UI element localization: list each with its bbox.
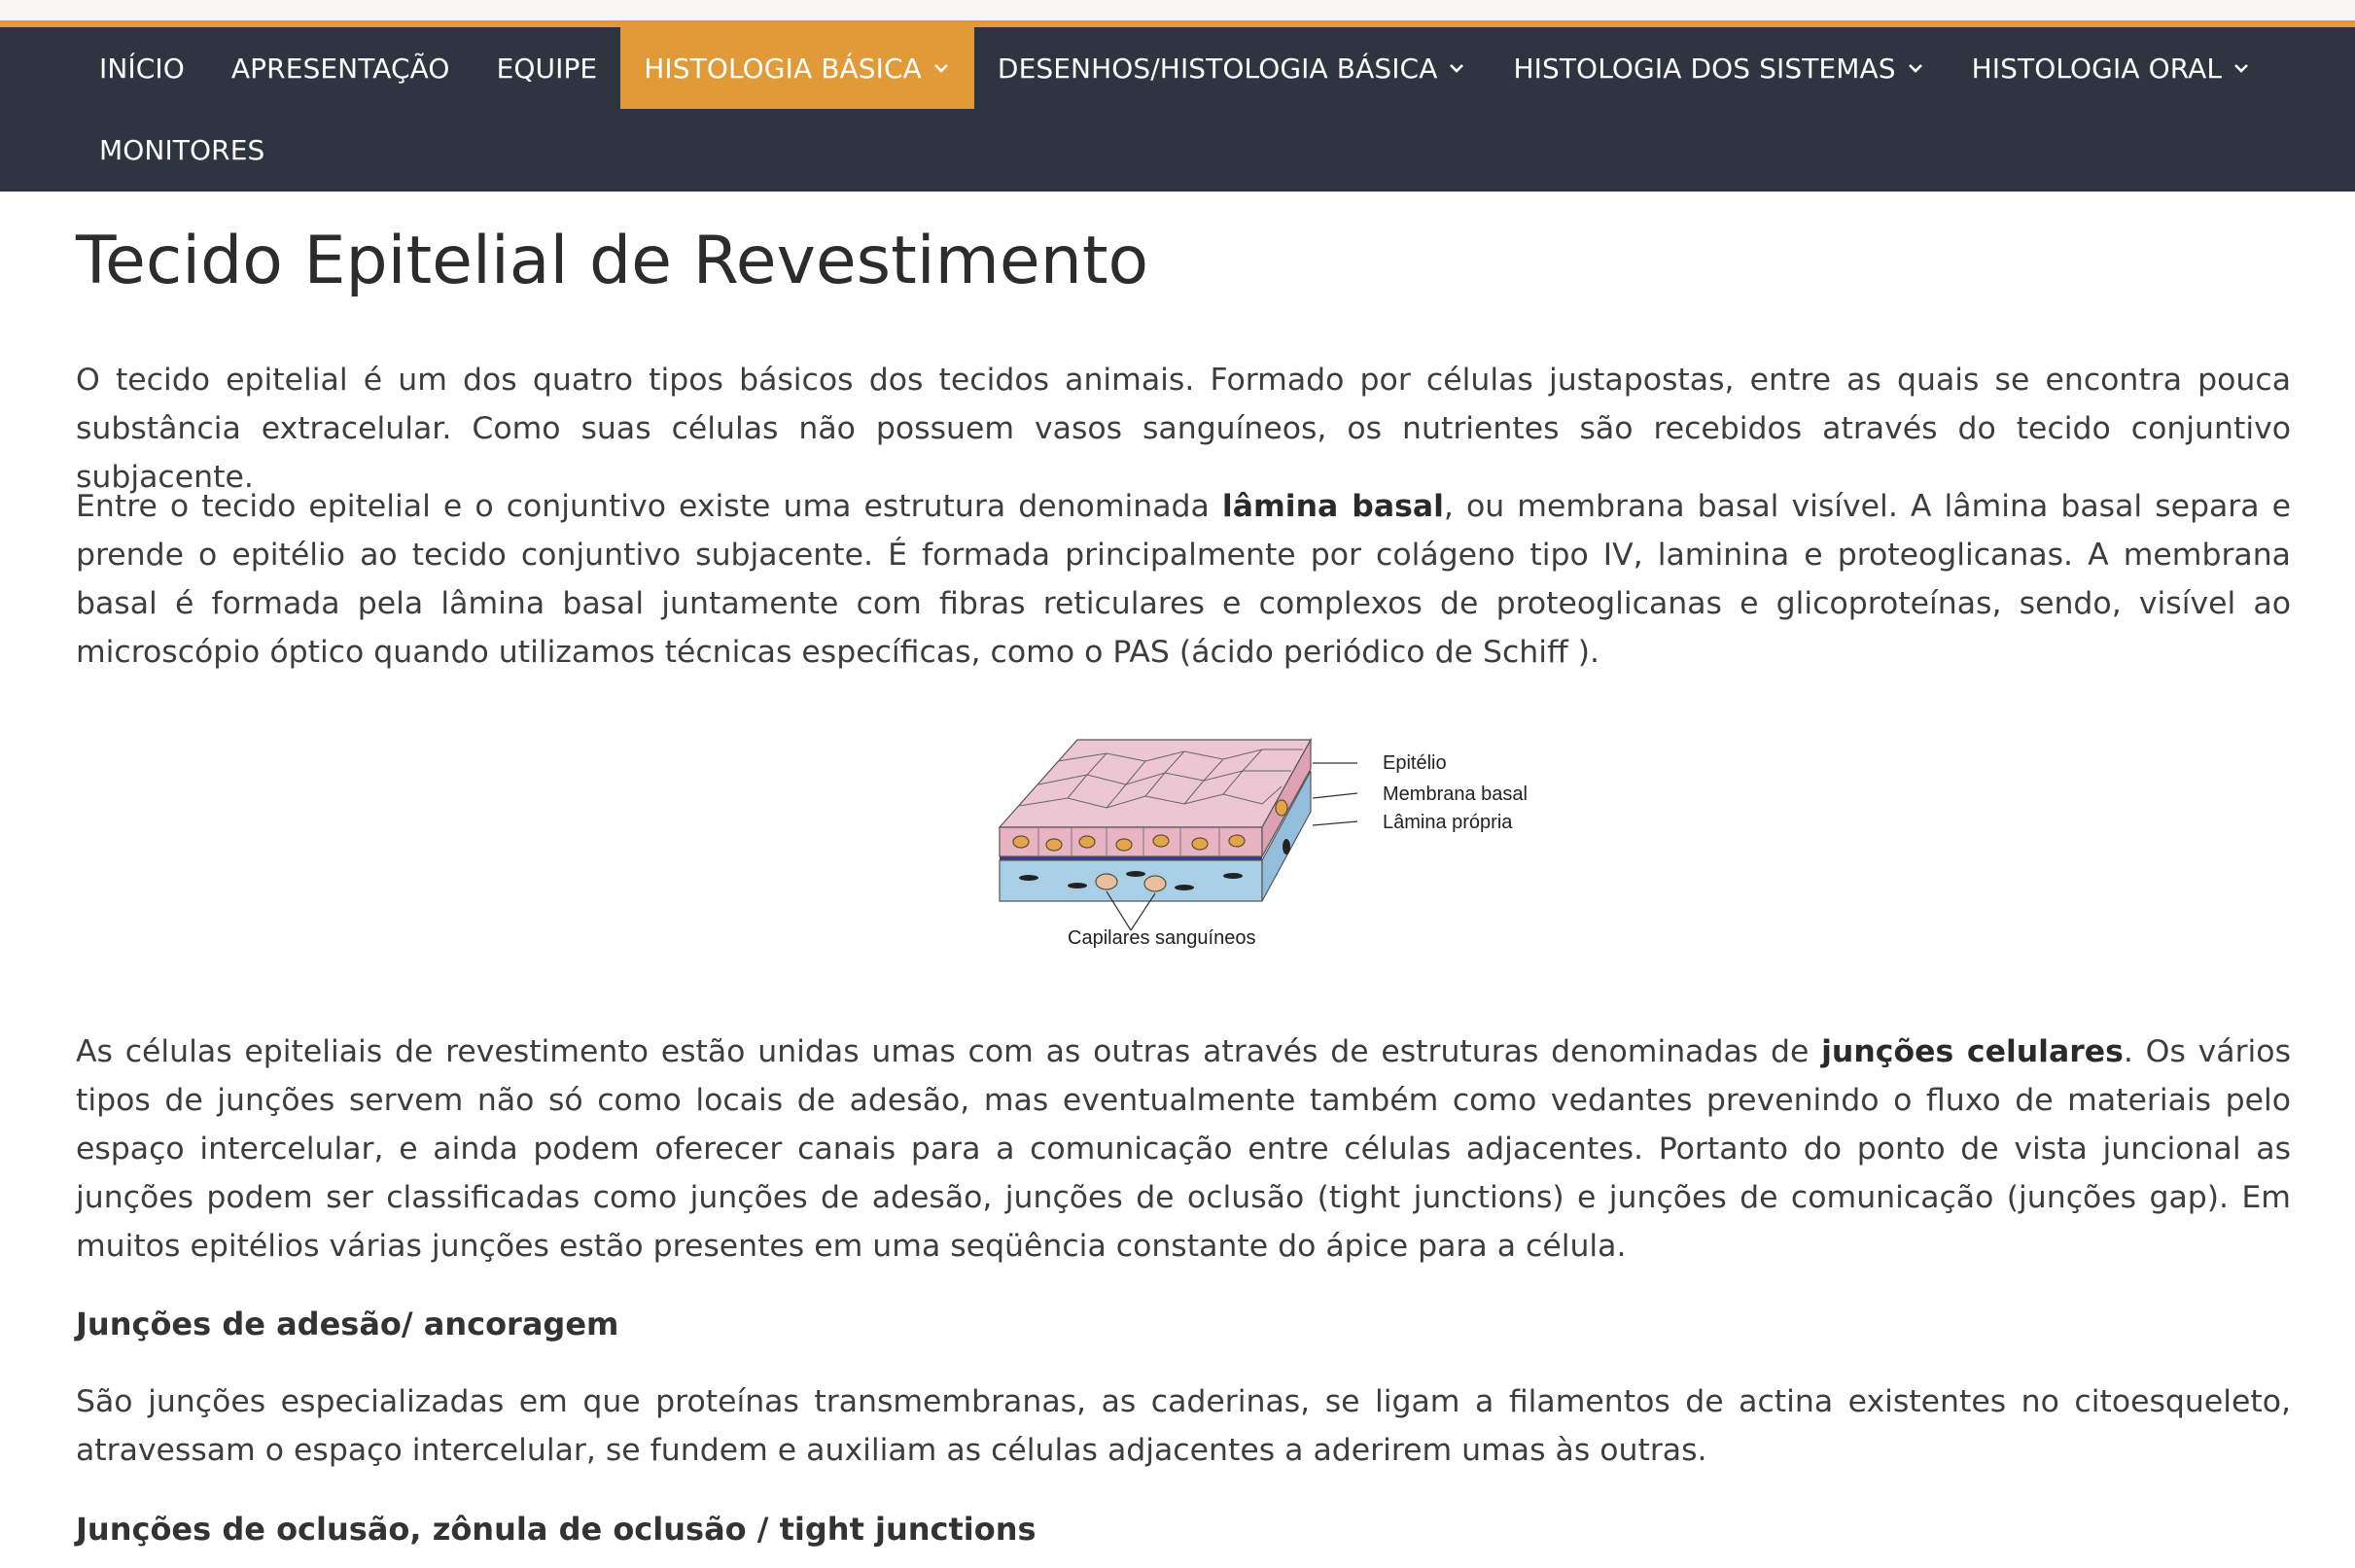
chevron-down-icon — [1906, 61, 1925, 75]
nav-label: EQUIPE — [496, 52, 598, 85]
nav-label: DESENHOS/HISTOLOGIA BÁSICA — [997, 52, 1438, 85]
nav-item-inicio[interactable] — [76, 27, 208, 109]
label-lamina-propria: Lâmina própria — [1383, 812, 1513, 833]
heading-juncoes-adesao: Junções de adesão/ ancoragem — [76, 1306, 619, 1342]
nav-item-desenhos-histologia-basica[interactable] — [974, 27, 1491, 109]
nav-item-apresentacao[interactable] — [208, 27, 474, 109]
paragraph-juncoes — [76, 1028, 2291, 1271]
label-capilares: Capilares sanguíneos — [1068, 927, 1256, 949]
chevron-down-icon — [1447, 61, 1466, 75]
paragraph-lamina-basal — [76, 482, 2291, 677]
bold-term: junções celulares — [1821, 1034, 2124, 1069]
page-title: Tecido Epitelial de Revestimento — [76, 223, 1149, 299]
chevron-down-icon — [2232, 61, 2251, 75]
nav-label: INÍCIO — [99, 52, 185, 85]
text: , ou membrana basal visível. A lâmina basal separa e prende o epitélio ao tecido conjuntivo subjacente. É formada principalmente por colágeno tipo IV, laminina e proteoglicanas. A membrana basal é formada pela lâmina basal juntamente com fibras reticulares e complexos de proteoglicanas e glicoproteínas, sendo, visível ao microscópio óptico quando utilizamos técnicas específicas, como o PAS (ácido periódico de Schiff ). — [76, 489, 2291, 670]
bold-term: lâmina basal — [1221, 489, 1444, 524]
heading-juncoes-oclusao: Junções de oclusão, zônula de oclusão / tight junctions — [76, 1511, 1037, 1548]
label-membrana-basal: Membrana basal — [1383, 784, 1528, 805]
nav-label: HISTOLOGIA ORAL — [1971, 52, 2223, 85]
nav-item-histologia-basica[interactable] — [620, 27, 974, 109]
main-navigation — [0, 27, 2355, 192]
nav-label: MONITORES — [99, 133, 265, 166]
accent-line — [0, 20, 2355, 27]
nav-row-1 — [76, 27, 2274, 109]
nav-item-equipe[interactable] — [474, 27, 621, 109]
epithelium-diagram — [961, 711, 1528, 965]
nav-item-monitores[interactable] — [76, 109, 288, 191]
nav-label: HISTOLOGIA DOS SISTEMAS — [1513, 52, 1896, 85]
nav-label: HISTOLOGIA BÁSICA — [644, 52, 922, 85]
text: As células epiteliais de revestimento estão unidas umas com as outras através de estruturas denominadas de — [76, 1034, 1822, 1069]
nav-item-histologia-oral[interactable] — [1949, 27, 2275, 109]
text: . Os vários tipos de junções servem não só como locais de adesão, mas eventualmente também como vedantes prevenindo o fluxo de materiais pelo espaço intercelular, e ainda podem oferecer canais para a comunicação entre células adjacentes. Portanto do ponto de vista juncional as junções podem ser classificadas como junções de adesão, junções de oclusão (tight junctions) e junções de comunicação (junções gap). Em muitos epitélios várias junções estão presentes em uma seqüência constante do ápice para a célula. — [76, 1034, 2291, 1264]
nav-item-histologia-sistemas[interactable] — [1490, 27, 1948, 109]
text: Entre o tecido epitelial e o conjuntivo existe uma estrutura denominada — [76, 489, 1222, 524]
nav-label: APRESENTAÇÃO — [230, 52, 450, 85]
label-epitelio: Epitélio — [1383, 752, 1447, 774]
paragraph-adesao: São junções especializadas em que proteínas transmembranas, as caderinas, se ligam a filamentos de actina existentes no citoesqueleto, atravessam o espaço intercelular, se fundem e auxiliam as células adjacentes a aderirem umas às outras. — [76, 1384, 2291, 1468]
paragraph-intro: O tecido epitelial é um dos quatro tipos básicos dos tecidos animais. Formado por células justapostas, entre as quais se encontra pouca substância extracelular. Como suas células não possuem vasos sanguíneos, os nutrientes são recebidos através do tecido conjuntivo subjacente. — [76, 363, 2291, 495]
top-strip — [0, 0, 2355, 20]
chevron-down-icon — [931, 61, 951, 75]
nav-row-2 — [76, 109, 288, 191]
